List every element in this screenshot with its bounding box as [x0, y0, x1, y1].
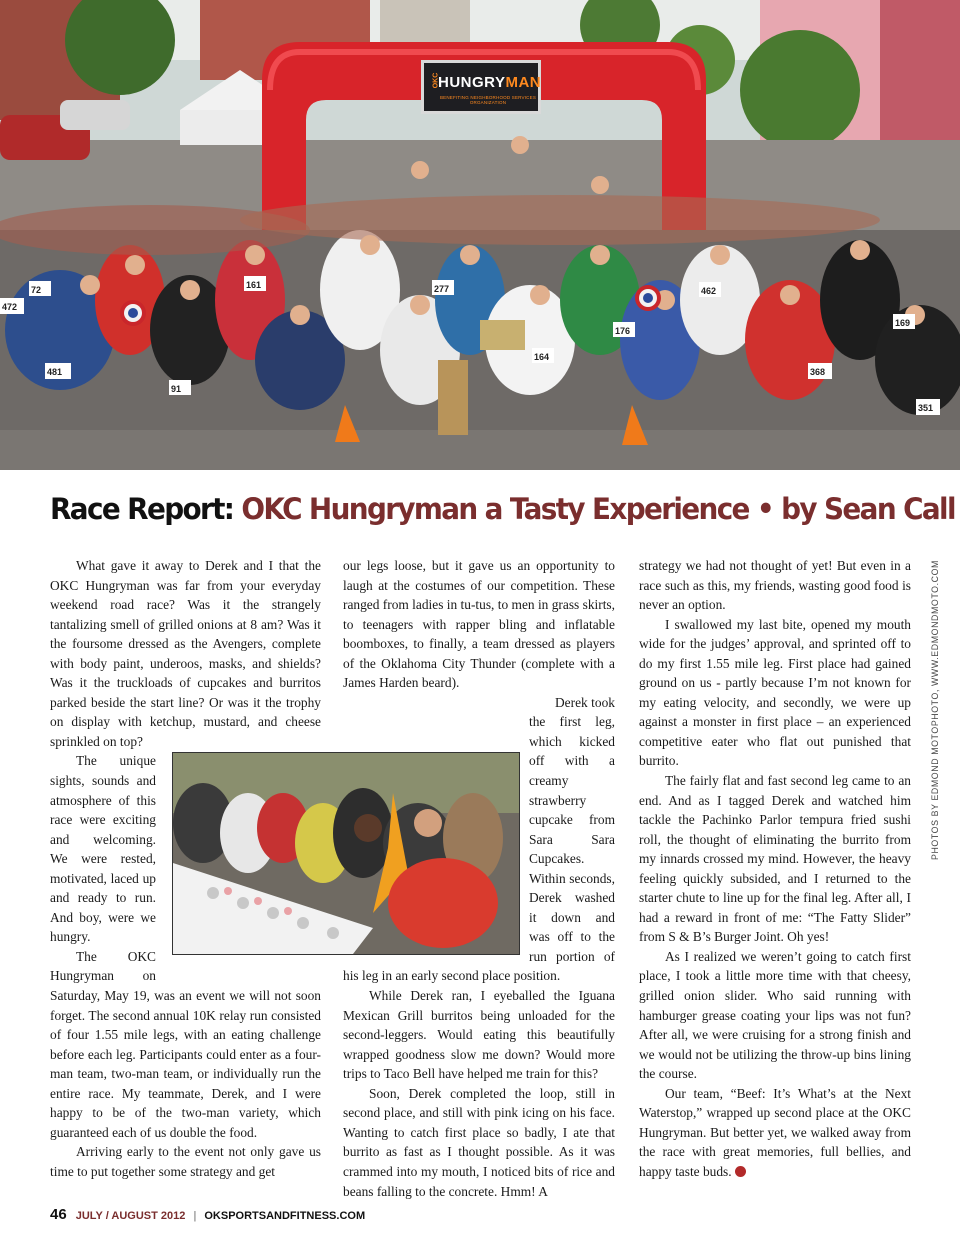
- end-of-article-icon: [735, 1166, 746, 1177]
- sign-tagline: BENEFITING NEIGHBORHOOD SERVICES ORGANIZATION: [439, 95, 537, 105]
- article-paragraph: [639, 1084, 911, 1182]
- article-paragraph: Derek took the first leg, which kicked off with a creamy strawberry cupcake from Sara Sara Cupcakes. Within seconds, Derek washed it down and was off to the run portion of his leg in an early second place position.: [343, 694, 615, 984]
- article-paragraph: I swallowed my last bite, opened my mouth wide for the judges’ approval, and sprinted off to do my first 1.55 mile leg. First place had gained ground on us - partly because I’m not known for my eating velocity, and secondly, we were up against a monster in first place – an experienced competitive eater who flat out punished that burrito.: [639, 616, 911, 769]
- article-paragraph: strategy we had not thought of yet! But even in a race such as this, my friends, wasting good food is never an option.: [639, 558, 911, 613]
- headline-label: Race Report:: [50, 492, 234, 526]
- headline-byline: by Sean Call: [781, 492, 955, 526]
- bib-number: 164: [534, 352, 550, 362]
- sign-brand-b: MAN: [505, 74, 542, 91]
- article-paragraph: The fairly flat and fast second leg came to an end. And as I tagged Derek and watched him tackle the Pachinko Parlor tempura fried sushi roll, the thought of eliminating the burrito from my innards crossed my mind. However, the heavy feeling quickly subsided, and I returned to the starter chute to line up for the final leg. After all, I had a reward in front of me: “The Fatty Slider” from S & B’s Burger Joint. Oh yes!: [639, 773, 911, 945]
- photo-credit: PHOTOS BY EDMOND MOTOPHOTO, WWW.EDMONDMOTO.COM: [930, 560, 940, 860]
- bib-number: 176: [615, 326, 631, 336]
- article-paragraph: our legs loose, but it gave us an opportunity to laugh at the costumes of our competition. These ranged from ladies in tu-tus, to men in grass skirts, to teenagers with rapper bling and inflatable boomboxes, to finally, a team dressed as players of the Oklahoma City Thunder (complete with a James Harden beard).: [343, 558, 615, 691]
- bib-number: 91: [171, 384, 182, 394]
- bib-number: 161: [246, 280, 262, 290]
- article-paragraph: The unique sights, sounds and atmosphere of this race were exciting and welcoming. We were rested, motivated, laced up and ready to run. And boy, were we hungry.: [50, 753, 156, 945]
- headline-bullet: •: [756, 492, 774, 526]
- sponsor-sign: [421, 60, 541, 114]
- article-paragraph: Soon, Derek completed the loop, still in second place, and still with pink icing on his face. Wanting to catch first place so badly, I ate that burrito as fast as I thought possible. As it was crammed into my mouth, I noticed bits of rice and beans falling to the concrete. Hmm! A: [343, 1085, 615, 1199]
- website-link[interactable]: OKSPORTSANDFITNESS.COM: [204, 1210, 366, 1222]
- bib-number: 481: [47, 367, 63, 377]
- bib-number: 351: [918, 403, 934, 413]
- headline-title: OKC Hungryman a Tasty Experience: [241, 492, 749, 526]
- article-paragraph: While Derek ran, I eyeballed the Iguana Mexican Grill burritos being unloaded for the second-leggers. Would eating this beautifully wrapped goodness slow me down? Would more trips to Taco Bell have helped me train for this?: [343, 988, 615, 1082]
- page-footer: [50, 1206, 365, 1223]
- article-paragraph: The OKC Hungryman on Saturday, May 19, was an event we will not soon forget. The second annual 10K relay run consisted of four 1.55 mile legs, with an eating challenge before each leg. Participants could enter as a four-man team, two-man team, or individually run the entire race. My teammate, Derek, and I were happy to be of the two-man variety, which guaranteed each of us double the food.: [50, 948, 321, 1140]
- bib-number: 462: [701, 286, 717, 296]
- article-paragraph: As I realized we weren’t going to catch first place, I took a little more time with that cheesy, grilled onion slider. Who said running with hamburger grease coating your lips was not fun? After all, we were cruising for a strong finish and we would not be utilizing the throw-up bins lining the course.: [639, 948, 911, 1082]
- article-paragraph: Arriving early to the event not only gave us time to put together some strategy and get: [50, 1144, 321, 1179]
- eating-challenge-illustration: [173, 753, 519, 954]
- hero-photo: [0, 0, 960, 470]
- page-number: 46: [50, 1206, 67, 1223]
- sign-brand-a: HUNGRY: [438, 74, 506, 91]
- sign-brand: [438, 74, 541, 91]
- article-headline: [50, 492, 955, 526]
- issue-date: JULY / AUGUST 2012: [75, 1210, 186, 1222]
- eating-challenge-photo: [172, 752, 520, 955]
- bib-number: 472: [2, 302, 18, 312]
- bib-number: 169: [895, 318, 911, 328]
- bib-number: 368: [810, 367, 826, 377]
- closing-paragraph-text: Our team, “Beef: It’s What’s at the Next Waterstop,” wrapped up second place at the OKC Hungryman. But better yet, we walked away from the race with great memories, full bellies, and happy taste buds.: [639, 1085, 911, 1179]
- sign-prefix: OKC: [432, 72, 440, 89]
- footer-separator: |: [193, 1210, 197, 1222]
- bib-number: 72: [31, 285, 42, 295]
- article-paragraph: What gave it away to Derek and I that the OKC Hungryman was far from your everyday weekend road race? Was it the strangely tantalizing smell of grilled onions at 8 am? Was it the foursome dressed as the Avengers, complete with body paint, underoos, masks, and shields? Was it the truckloads of cupcakes and burritos parked beside the start line? Or was it the trophy on display with ketchup, mustard, and cheese sprinkled on top?: [50, 558, 321, 749]
- article-column-3: [639, 556, 911, 1182]
- bib-number: 277: [434, 284, 450, 294]
